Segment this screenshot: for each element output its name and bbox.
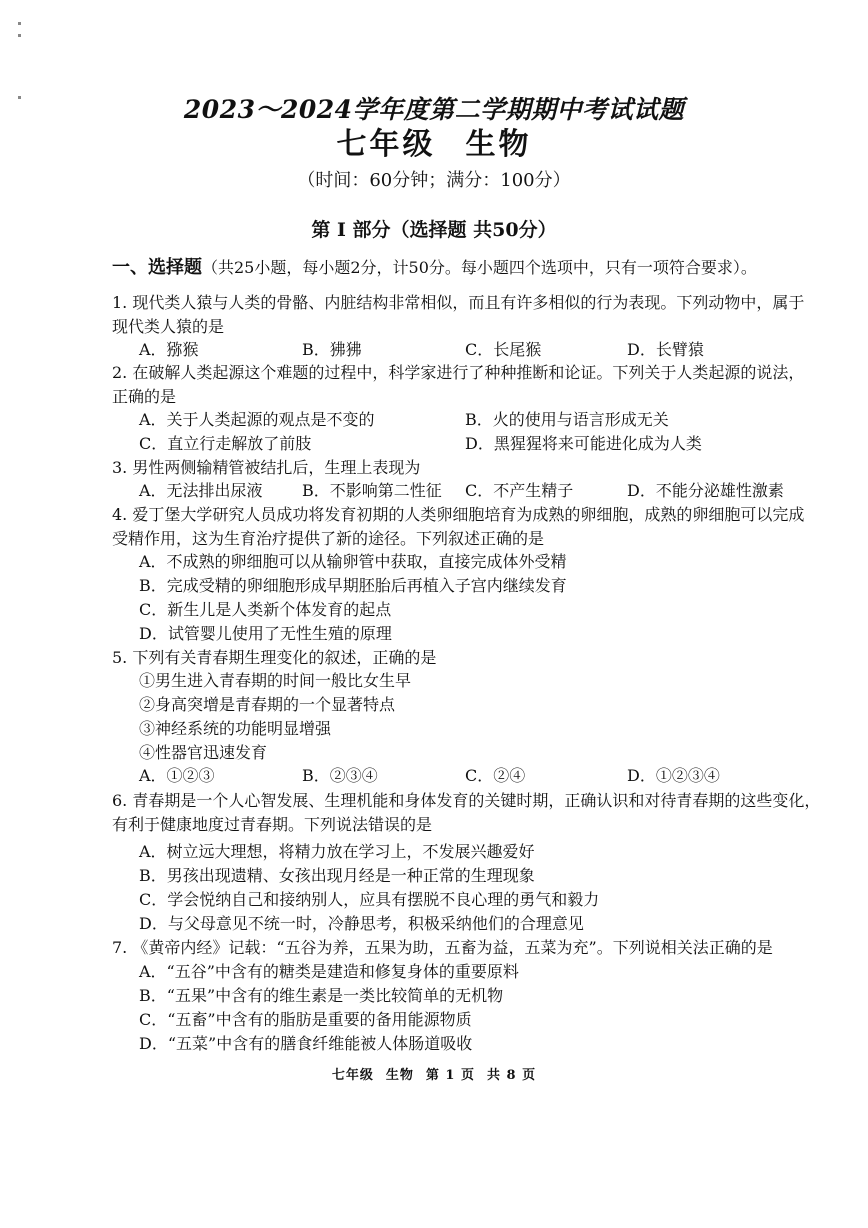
question-7-option-a: A．“五谷”中含有的糖类是建造和修复身体的重要原料 bbox=[139, 962, 519, 981]
question-7-stem-line: 7. 《黄帝内经》记载：“五谷为养，五果为助，五畜为益，五菜为充”。下列说相关法正确的是 bbox=[112, 938, 773, 957]
question-5-statement: ③神经系统的功能明显增强 bbox=[139, 719, 332, 738]
question-3-option-b: B．不影响第二性征 bbox=[302, 481, 442, 500]
page-footer bbox=[0, 1068, 868, 1084]
section-instruction: （共25小题，每小题2分，计50分。每小题四个选项中，只有一项符合要求）。 bbox=[202, 258, 757, 277]
question-5-option-a: A．①②③ bbox=[139, 766, 215, 785]
question-4-option-a: A．不成熟的卵细胞可以从输卵管中获取，直接完成体外受精 bbox=[139, 552, 567, 571]
section-heading bbox=[112, 258, 757, 278]
section-label: 一、选择题 bbox=[112, 257, 202, 278]
grade-subject-title bbox=[0, 128, 868, 162]
question-2-stem-line: 正确的是 bbox=[112, 387, 177, 406]
question-3-option-c: C．不产生精子 bbox=[465, 481, 574, 500]
question-7-option-b: B．“五果”中含有的维生素是一类比较简单的无机物 bbox=[139, 986, 504, 1005]
grade-label: 七年级 bbox=[336, 127, 436, 162]
question-5-option-d: D．①②③④ bbox=[627, 766, 720, 785]
question-6-stem-line: 6. 青春期是一个人心智发展、生理机能和身体发育的关键时期，正确认识和对待青春期的这些变化， bbox=[112, 791, 821, 810]
question-3-option-a: A．无法排出尿液 bbox=[139, 481, 263, 500]
question-5-statement: ④性器官迅速发育 bbox=[139, 743, 268, 762]
question-6-option-c: C．学会悦纳自己和接纳别人，应具有摆脱不良心理的勇气和毅力 bbox=[139, 890, 600, 909]
footer-grade: 七年级 bbox=[331, 1068, 374, 1083]
footer-subject: 生物 bbox=[385, 1068, 414, 1083]
question-5-option-b: B．②③④ bbox=[302, 766, 378, 785]
question-4-option-d: D．试管婴儿使用了无性生殖的原理 bbox=[139, 624, 392, 643]
question-6-option-a: A．树立远大理想，将精力放在学习上，不发展兴趣爱好 bbox=[139, 842, 535, 861]
exam-title: 2023～2024学年度第二学期期中考试试题 bbox=[183, 95, 685, 124]
question-4-stem-line: 受精作用，这为生育治疗提供了新的途径。下列叙述正确的是 bbox=[112, 529, 545, 548]
question-2-option-a: A．关于人类起源的观点是不变的 bbox=[139, 410, 375, 429]
question-2-stem-line: 2. 在破解人类起源这个难题的过程中，科学家进行了种种推断和论证。下列关于人类起源的说法， bbox=[112, 363, 805, 382]
question-5-stem-line: 5. 下列有关青春期生理变化的叙述，正确的是 bbox=[112, 648, 437, 667]
question-1-option-c: C．长尾猴 bbox=[465, 340, 542, 359]
question-4-option-b: B．完成受精的卵细胞形成早期胚胎后再植入子宫内继续发育 bbox=[139, 576, 567, 595]
question-4-option-c: C．新生儿是人类新个体发育的起点 bbox=[139, 600, 392, 619]
question-1-option-d: D．长臂猿 bbox=[627, 340, 704, 359]
question-3-option-d: D．不能分泌雄性激素 bbox=[627, 481, 784, 500]
subject-label: 生物 bbox=[465, 127, 532, 162]
question-5-option-c: C．②④ bbox=[465, 766, 526, 785]
question-2-option-b: B．火的使用与语言形成无关 bbox=[465, 410, 669, 429]
question-6-stem-line: 有利于健康地度过青春期。下列说法错误的是 bbox=[112, 815, 433, 834]
question-4-stem-line: 4. 爱丁堡大学研究人员成功将发育初期的人类卵细胞培育为成熟的卵细胞，成熟的卵细胞可以完成 bbox=[112, 505, 805, 524]
question-1-option-a: A．猕猴 bbox=[139, 340, 199, 359]
question-2-option-d: D．黑猩猩将来可能进化成为人类 bbox=[465, 434, 702, 453]
question-1-stem-line: 现代类人猿的是 bbox=[112, 317, 225, 336]
footer-page-number: 第 1 页 bbox=[425, 1068, 476, 1083]
footer-total-pages: 共 8 页 bbox=[487, 1068, 537, 1083]
question-2-option-c: C．直立行走解放了前肢 bbox=[139, 434, 312, 453]
question-1-stem-line: 1. 现代类人猿与人类的骨骼、内脏结构非常相似，而且有许多相似的行为表现。下列动物中，属于 bbox=[112, 293, 805, 312]
question-6-option-b: B．男孩出现遗精、女孩出现月经是一种正常的生理现象 bbox=[139, 866, 535, 885]
scan-mark bbox=[18, 34, 21, 37]
exam-info: （时间：60分钟；满分：100分） bbox=[297, 170, 571, 191]
scan-mark bbox=[18, 22, 21, 25]
question-7-option-c: C．“五畜”中含有的脂肪是重要的备用能源物质 bbox=[139, 1010, 472, 1029]
question-5-statement: ①男生进入青春期的时间一般比女生早 bbox=[139, 671, 412, 690]
question-7-option-d: D．“五菜”中含有的膳食纤维能被人体肠道吸收 bbox=[139, 1034, 473, 1053]
part-title: 第 I 部分（选择题 共50分） bbox=[311, 219, 557, 241]
question-6-option-d: D．与父母意见不统一时，冷静思考，积极采纳他们的合理意见 bbox=[139, 914, 584, 933]
question-3-stem-line: 3. 男性两侧输精管被结扎后，生理上表现为 bbox=[112, 458, 421, 477]
question-1-option-b: B．狒狒 bbox=[302, 340, 362, 359]
question-5-statement: ②身高突增是青春期的一个显著特点 bbox=[139, 695, 396, 714]
